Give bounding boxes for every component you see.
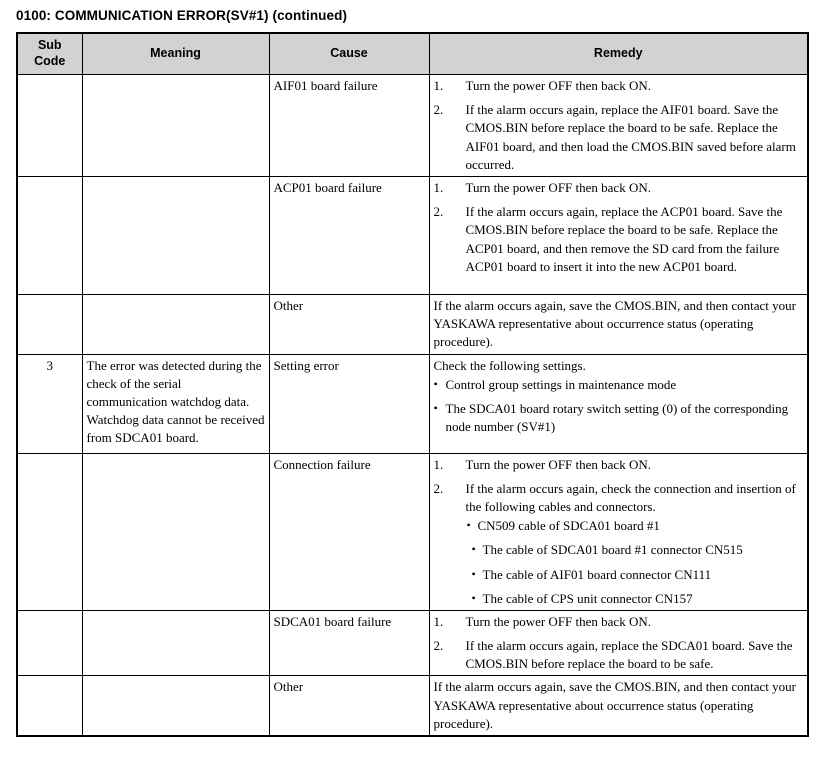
list-marker: •: [471, 590, 476, 605]
page-title: 0100: COMMUNICATION ERROR(SV#1) (continued): [16, 8, 348, 23]
remedy-cell: [429, 295, 808, 355]
sub-code-cell: 3: [17, 354, 82, 453]
cause-cell: SDCA01 board failure: [269, 610, 429, 676]
remedy-text: Check the following settings.: [433, 357, 586, 373]
col-header-meaning: Meaning: [82, 33, 269, 75]
remedy-text: If the alarm occurs again, check the connection and insertion of the following cables and connectors.: [465, 480, 796, 514]
remedy-text: Turn the power OFF then back ON.: [465, 613, 651, 629]
cause-cell: ACP01 board failure: [269, 177, 429, 295]
table-row: [17, 676, 808, 736]
cause-cell: Setting error: [269, 354, 429, 453]
col-header-remedy: Remedy: [429, 33, 808, 75]
list-marker: •: [466, 518, 471, 533]
remedy-cell: [429, 610, 808, 676]
remedy-text: Control group settings in maintenance mode: [445, 376, 677, 392]
remedy-item: [434, 297, 804, 352]
meaning-cell: [82, 610, 269, 676]
sub-code-cell: [17, 453, 82, 610]
meaning-cell: [82, 295, 269, 355]
cause-cell: Other: [269, 295, 429, 355]
remedy-cell: [429, 676, 808, 736]
remedy-item: [434, 480, 804, 516]
remedy-text: If the alarm occurs again, save the CMOS.BIN, and then contact your YASKAWA representative about occurrence status (operating procedure).: [433, 298, 796, 350]
sub-code-cell: [17, 75, 82, 177]
col-header-sub-code: Sub Code: [17, 33, 82, 75]
sub-code-cell: [17, 177, 82, 295]
list-marker: 1.: [433, 613, 444, 629]
remedy-cell: [429, 75, 808, 177]
table-row: [17, 75, 808, 177]
meaning-cell: [82, 75, 269, 177]
remedy-text: If the alarm occurs again, replace the AIF01 board. Save the CMOS.BIN before replace the board to be safe. Replace the AIF01 board, and then load the CMOS.BIN saved before alarm occurred.: [465, 102, 796, 172]
table-body: [17, 75, 808, 737]
remedy-item: [472, 566, 804, 584]
meaning-cell: The error was detected during the check of the serial communication watchdog data. Watchdog data cannot be received from SDCA01 board.: [82, 354, 269, 453]
meaning-cell: [82, 177, 269, 295]
remedy-item: [434, 376, 804, 394]
remedy-text: The cable of CPS unit connector CN157: [482, 590, 693, 606]
remedy-text: Turn the power OFF then back ON.: [465, 78, 651, 93]
sub-code-cell: [17, 610, 82, 676]
remedy-item: [472, 541, 804, 559]
remedy-cell: [429, 453, 808, 610]
table-row: [17, 177, 808, 295]
remedy-item: [434, 77, 804, 95]
remedy-item: [434, 203, 804, 276]
remedy-text: If the alarm occurs again, save the CMOS.BIN, and then contact your YASKAWA representative about occurrence status (operating procedure).: [433, 679, 796, 731]
list-marker: 1.: [433, 456, 444, 472]
remedy-text: Turn the power OFF then back ON.: [465, 180, 651, 195]
col-header-cause: Cause: [269, 33, 429, 75]
list-marker: 2.: [433, 204, 444, 220]
table-row: [17, 453, 808, 610]
list-marker: 1.: [433, 78, 444, 93]
remedy-item: [434, 357, 804, 375]
remedy-text: Turn the power OFF then back ON.: [465, 456, 651, 472]
list-marker: •: [471, 542, 476, 557]
remedy-text: If the alarm occurs again, replace the SDCA01 board. Save the CMOS.BIN before replace the board to be safe.: [465, 638, 793, 672]
remedy-cell: [429, 354, 808, 453]
remedy-item: [434, 678, 804, 733]
list-marker: •: [433, 400, 438, 415]
cause-cell: Other: [269, 676, 429, 736]
list-marker: 2.: [433, 638, 444, 654]
table-row: [17, 295, 808, 355]
sub-code-cell: [17, 295, 82, 355]
remedy-text: If the alarm occurs again, replace the ACP01 board. Save the CMOS.BIN before replace the board to be safe. Replace the ACP01 board, and then remove the SD card from the failure ACP01 board to insert it into the new ACP01 board.: [465, 204, 783, 274]
remedy-item: [434, 179, 804, 197]
list-marker: 2.: [433, 480, 444, 496]
remedy-item: [472, 590, 804, 608]
remedy-text: The cable of SDCA01 board #1 connector CN515: [482, 542, 743, 558]
cause-cell: AIF01 board failure: [269, 75, 429, 177]
remedy-item: [434, 101, 804, 174]
list-marker: 2.: [433, 102, 444, 118]
remedy-cell: [429, 177, 808, 295]
remedy-text: The cable of AIF01 board connector CN111: [482, 566, 712, 582]
table-header: [17, 33, 808, 75]
sub-code-cell: [17, 676, 82, 736]
list-marker: •: [471, 566, 476, 581]
list-marker: 1.: [433, 180, 444, 195]
error-code-table: [16, 32, 809, 737]
meaning-cell: [82, 676, 269, 736]
remedy-item: [434, 613, 804, 631]
remedy-item: [434, 637, 804, 673]
header-row: [17, 33, 808, 75]
table-row: [17, 354, 808, 453]
cause-cell: Connection failure: [269, 453, 429, 610]
remedy-text: CN509 cable of SDCA01 board #1: [477, 518, 660, 534]
remedy-item: [434, 400, 804, 436]
remedy-text: The SDCA01 board rotary switch setting (0) of the corresponding node number (SV#1): [445, 400, 789, 435]
remedy-item: [467, 517, 804, 535]
meaning-cell: [82, 453, 269, 610]
table-row: [17, 610, 808, 676]
remedy-item: [434, 456, 804, 474]
list-marker: •: [433, 376, 438, 391]
